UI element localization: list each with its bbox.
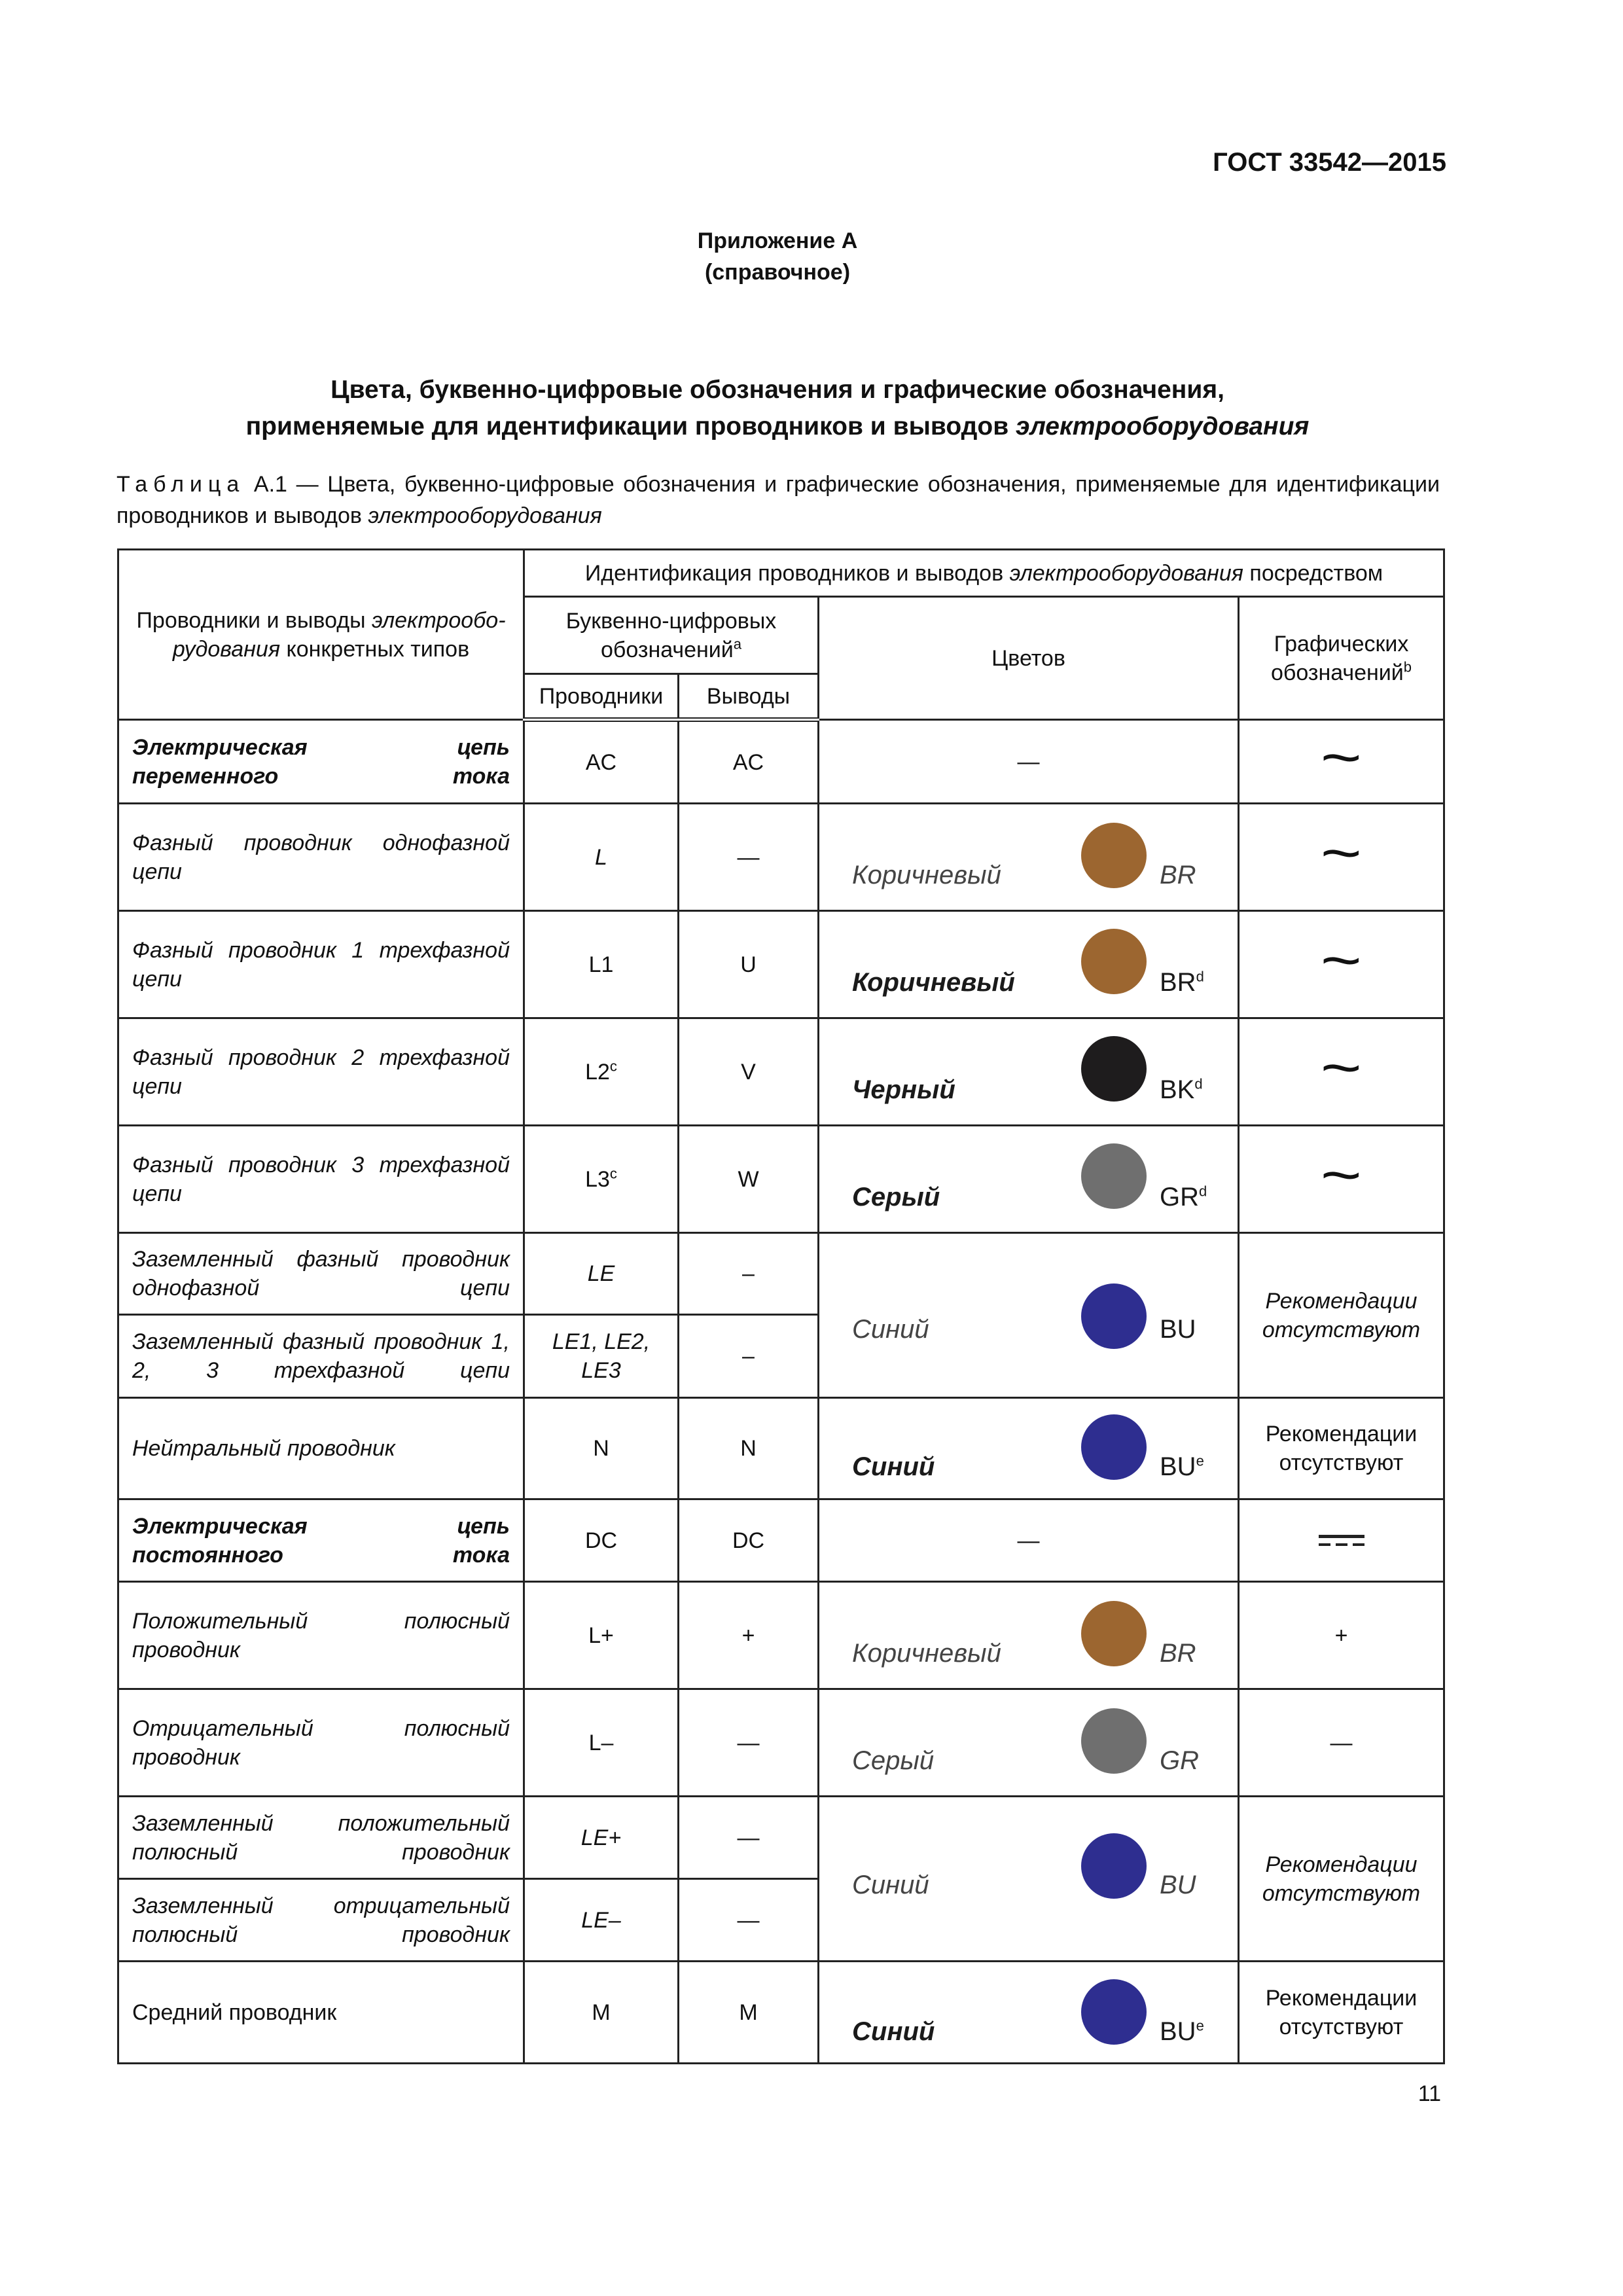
no-recommendation: Рекомендации отсутствуют bbox=[1239, 1398, 1444, 1499]
ac-symbol: ~ bbox=[1239, 720, 1444, 804]
table-header-row bbox=[118, 550, 1444, 597]
brown-dot bbox=[1081, 929, 1147, 994]
ac-symbol: ~ bbox=[1239, 1126, 1444, 1233]
table-row: Средний проводник M M Синий $BU^e$ Рекомендации отсутствуют bbox=[118, 1962, 1444, 2064]
table-row: Фазный проводник 3 трехфазной цепи L3$^c$ W Серый $GR^d$ ~ bbox=[118, 1126, 1444, 1233]
table-row: Электрическая цепь переменного тока AC AC — ~ bbox=[118, 720, 1444, 804]
table-row: Заземленный отрицательный полюсный проводник LE– — bbox=[118, 1879, 1444, 1962]
header-graphic: Графических обозначений$^b$ bbox=[1239, 597, 1444, 720]
table-caption bbox=[116, 469, 1440, 531]
grey-dot bbox=[1081, 1708, 1147, 1774]
dc-symbol-icon bbox=[1239, 1499, 1444, 1582]
table-row: Фазный проводник 1 трехфазной цепи L1 U Коричневый $BR^d$ ~ bbox=[118, 911, 1444, 1018]
grey-dot bbox=[1081, 1143, 1147, 1209]
annex-block bbox=[0, 225, 1555, 288]
conductor-table bbox=[117, 548, 1445, 2064]
table-row: Фазный проводник 2 трехфазной цепи L2$^c$ V Черный $BK^d$ ~ bbox=[118, 1018, 1444, 1126]
color-swatch-cell: Синий BU bbox=[819, 1233, 1239, 1398]
color-swatch-cell: Коричневый BR bbox=[819, 804, 1239, 911]
color-swatch-cell: Коричневый BR bbox=[819, 1582, 1239, 1689]
heading-line-2: применяемые для идентификации проводников и выводов электрооборудования bbox=[245, 412, 1310, 440]
color-swatch-cell: Коричневый $BR^d$ bbox=[819, 911, 1239, 1018]
annex-title: Приложение А bbox=[697, 228, 858, 253]
blue-dot bbox=[1081, 1979, 1147, 2045]
standard-number: ГОСТ 33542—2015 bbox=[1213, 148, 1446, 177]
header-conductor-types: Проводники и выводы электрообо- рудования конкретных типов bbox=[118, 550, 524, 720]
caption-label: Таблица bbox=[116, 472, 245, 497]
no-recommendation: Рекомендации отсутствуют bbox=[1239, 1797, 1444, 1962]
no-recommendation: Рекомендации отсутствуют bbox=[1239, 1962, 1444, 2064]
color-swatch-cell: Черный $BK^d$ bbox=[819, 1018, 1239, 1126]
header-colors: Цветов bbox=[819, 597, 1239, 720]
header-identification: Идентификация проводников и выводов электрооборудования посредством bbox=[524, 550, 1444, 597]
color-swatch-cell: Серый GR bbox=[819, 1689, 1239, 1797]
black-dot bbox=[1081, 1036, 1147, 1102]
header-terminals: Выводы bbox=[679, 674, 819, 720]
table-row: Электрическая цепь постоянного тока DC DC — bbox=[118, 1499, 1444, 1582]
section-heading bbox=[0, 372, 1555, 445]
blue-dot bbox=[1081, 1283, 1147, 1349]
color-swatch-cell: Синий $BU^e$ bbox=[819, 1962, 1239, 2064]
table-row: Отрицательный полюсный проводник L– — Серый GR — bbox=[118, 1689, 1444, 1797]
brown-dot bbox=[1081, 1601, 1147, 1666]
table-row: Заземленный фазный проводник 1, 2, 3 трехфазной цепи LE1, LE2, LE3 – bbox=[118, 1315, 1444, 1398]
ac-symbol: ~ bbox=[1239, 1018, 1444, 1126]
header-alnum: Буквенно-цифровых обозначений$^a$ bbox=[524, 597, 819, 674]
caption-text: А.1 — Цвета, буквенно-цифровые обозначения и графические обозначения, применяемые для идентификации проводников и выводов bbox=[116, 472, 1440, 528]
caption-italic: электрооборудования bbox=[368, 503, 602, 528]
table-row: Заземленный положительный полюсный проводник LE+ — Синий BU Рекомендации отсутствуют bbox=[118, 1797, 1444, 1879]
page-number: 11 bbox=[1418, 2081, 1441, 2106]
annex-subtitle: (справочное) bbox=[704, 260, 851, 285]
color-swatch-cell: Синий $BU^e$ bbox=[819, 1398, 1239, 1499]
table-row: Положительный полюсный проводник L+ + Коричневый BR + bbox=[118, 1582, 1444, 1689]
color-swatch-cell: Серый $GR^d$ bbox=[819, 1126, 1239, 1233]
blue-dot bbox=[1081, 1833, 1147, 1899]
heading-line-1: Цвета, буквенно-цифровые обозначения и графические обозначения, bbox=[330, 376, 1224, 404]
no-recommendation: Рекомендации отсутствуют bbox=[1239, 1233, 1444, 1398]
ac-symbol: ~ bbox=[1239, 804, 1444, 911]
ac-symbol: ~ bbox=[1239, 911, 1444, 1018]
brown-dot bbox=[1081, 823, 1147, 888]
table-row: Фазный проводник однофазной цепи L — Коричневый BR ~ bbox=[118, 804, 1444, 911]
color-swatch-cell: Синий BU bbox=[819, 1797, 1239, 1962]
blue-dot bbox=[1081, 1414, 1147, 1480]
table-row: Заземленный фазный проводник однофазной цепи LE – Синий BU Рекомендации отсутствуют bbox=[118, 1233, 1444, 1315]
table-row: Нейтральный проводник N N Синий $BU^e$ Рекомендации отсутствуют bbox=[118, 1398, 1444, 1499]
header-conductors: Проводники bbox=[524, 674, 679, 720]
